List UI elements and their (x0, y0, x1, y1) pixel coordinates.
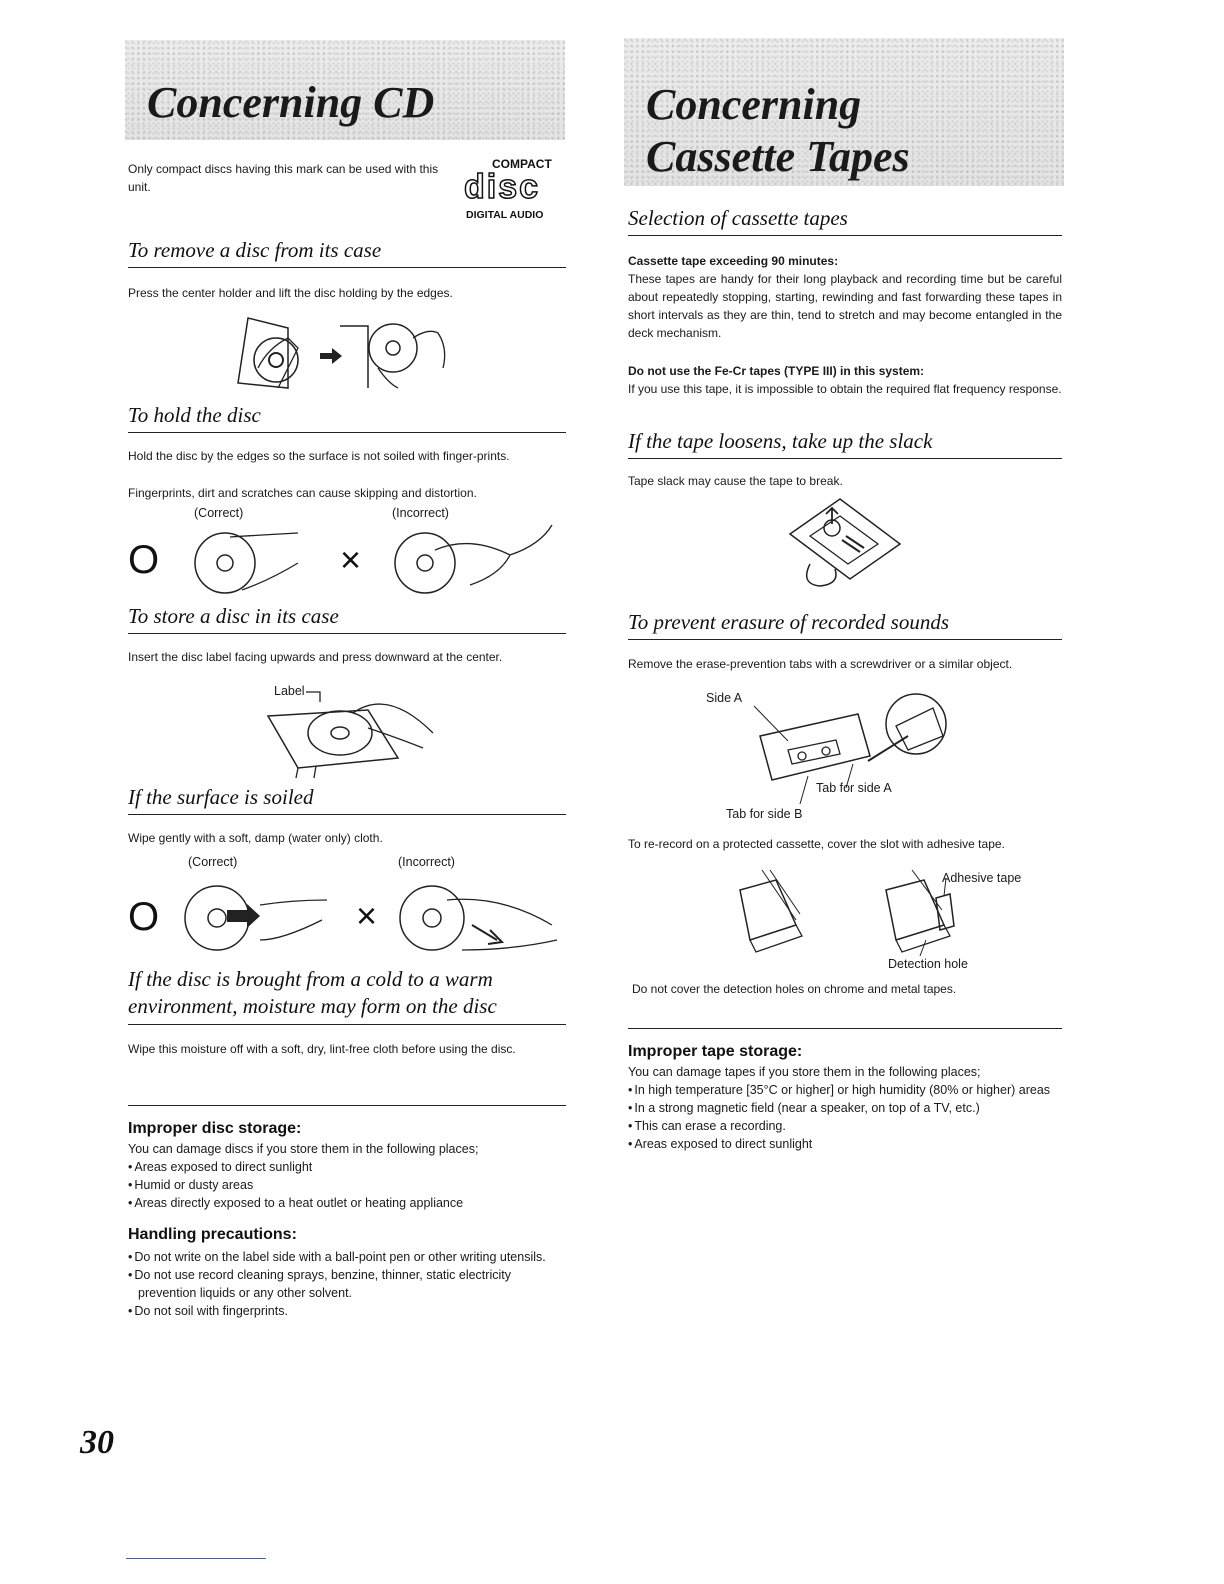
logo-middle-text: disc (464, 168, 541, 206)
soiled-disc-illustration (172, 880, 572, 960)
remove-text: Press the center holder and lift the disc holding by the edges. (128, 286, 453, 300)
slack-text: Tape slack may cause the tape to break. (628, 474, 843, 488)
improper-disc-item-3: • Areas directly exposed to a heat outlet or heating appliance (128, 1194, 566, 1212)
improper-tape-item-1: • In high temperature [35°C or higher] or high humidity (80% or higher) areas (628, 1081, 1062, 1099)
detection-hole-label: Detection hole (888, 957, 968, 971)
selection-heading: Selection of cassette tapes (628, 206, 1062, 236)
logo-bottom-text: DIGITAL AUDIO (466, 209, 544, 221)
soiled-text: Wipe gently with a soft, damp (water only) cloth. (128, 831, 383, 845)
hold-text-2: Fingerprints, dirt and scratches can cause skipping and distortion. (128, 486, 477, 500)
soiled-incorrect-label: (Incorrect) (398, 855, 455, 869)
improper-tape-rule (628, 1028, 1062, 1029)
tab-side-a-label: Tab for side A (816, 781, 892, 795)
selection-sub-2: Do not use the Fe-Cr tapes (TYPE III) in this system: (628, 364, 925, 378)
improper-tape-intro: You can damage tapes if you store them in the following places; (628, 1065, 981, 1079)
remove-heading: To remove a disc from its case (128, 238, 566, 268)
improper-tape-title: Improper tape storage: (628, 1043, 803, 1060)
moisture-heading: If the disc is brought from a cold to a warm environment, moisture may form on the disc (128, 966, 566, 1025)
improper-disc-list (128, 1140, 566, 1212)
cd-banner-title: Concerning CD (147, 78, 435, 127)
handling-title: Handling precautions: (128, 1226, 297, 1243)
moisture-text: Wipe this moisture off with a soft, dry, lint-free cloth before using the disc. (128, 1042, 516, 1056)
hold-heading: To hold the disc (128, 403, 566, 433)
improper-disc-intro: You can damage discs if you store them in the following places; (128, 1142, 479, 1156)
improper-disc-item-1: • Areas exposed to direct sunlight (128, 1158, 566, 1176)
store-heading: To store a disc in its case (128, 604, 566, 634)
handling-item-3: • Do not soil with fingerprints. (128, 1302, 566, 1320)
hold-disc-illustration (180, 525, 600, 595)
detection-note: Do not cover the detection holes on chrome and metal tapes. (632, 982, 957, 996)
tab-side-b-label: Tab for side B (726, 807, 803, 821)
soiled-incorrect-mark: × (356, 895, 378, 936)
selection-text-2: If you use this tape, it is impossible to obtain the required flat frequency response. (628, 382, 1062, 396)
handling-item-2: • Do not use record cleaning sprays, benzine, thinner, static electricity prevention liquids or any other solvent. (128, 1266, 566, 1302)
cassette-banner (624, 38, 1064, 186)
improper-disc-item-2: • Humid or dusty areas (128, 1176, 566, 1194)
slack-cassette-illustration (780, 494, 910, 594)
selection-sub-1: Cassette tape exceeding 90 minutes: (628, 254, 839, 268)
handling-list (128, 1248, 566, 1320)
cassette-banner-title-2: Cassette Tapes (646, 132, 910, 181)
cassette-banner-title-1: Concerning (646, 80, 862, 129)
cd-banner (125, 40, 565, 140)
improper-tape-item-3: • This can erase a recording. (628, 1117, 1062, 1135)
hold-text-1: Hold the disc by the edges so the surface is not soiled with finger-prints. (128, 449, 510, 463)
compact-disc-logo (462, 157, 566, 223)
adhesive-cassette-illustration (736, 870, 976, 960)
erasure-heading: To prevent erasure of recorded sounds (628, 610, 1062, 640)
remove-disc-illustration (228, 308, 468, 398)
selection-text-1: These tapes are handy for their long playback and recording time but be careful about repeatedly stopping, starting, rewinding and fast forwarding these tapes in short intervals as they are thin, tend to stretch and may become entangled in the deck mechanism. (628, 272, 1062, 340)
improper-tape-list (628, 1063, 1062, 1153)
improper-disc-rule (128, 1105, 566, 1106)
store-label-text: Label (274, 684, 305, 698)
rerecord-text: To re-record on a protected cassette, cover the slot with adhesive tape. (628, 837, 1005, 851)
store-disc-illustration (258, 688, 448, 778)
adhesive-tape-label: Adhesive tape (942, 871, 1022, 885)
footer-rule (126, 1558, 266, 1559)
improper-tape-item-4: • Areas exposed to direct sunlight (628, 1135, 1062, 1153)
slack-heading: If the tape loosens, take up the slack (628, 429, 1062, 459)
hold-incorrect-mark: × (340, 539, 362, 580)
side-a-label: Side A (706, 691, 743, 705)
hold-incorrect-label: (Incorrect) (392, 506, 449, 520)
improper-disc-title: Improper disc storage: (128, 1120, 302, 1137)
logo-top-text: COMPACT (492, 157, 552, 171)
hold-correct-mark: O (128, 538, 160, 582)
handling-item-1: • Do not write on the label side with a ball-point pen or other writing utensils. (128, 1248, 566, 1266)
cd-intro: Only compact discs having this mark can be used with this unit. (128, 162, 439, 194)
soiled-heading: If the surface is soiled (128, 785, 566, 815)
hold-correct-label: (Correct) (194, 506, 244, 520)
improper-tape-item-2: • In a strong magnetic field (near a speaker, on top of a TV, etc.) (628, 1099, 1062, 1117)
page-number: 30 (80, 1424, 114, 1461)
erasure-text: Remove the erase-prevention tabs with a screwdriver or a similar object. (628, 657, 1013, 671)
soiled-correct-label: (Correct) (188, 855, 238, 869)
store-text: Insert the disc label facing upwards and press downward at the center. (128, 650, 503, 664)
soiled-correct-mark: O (128, 895, 160, 939)
